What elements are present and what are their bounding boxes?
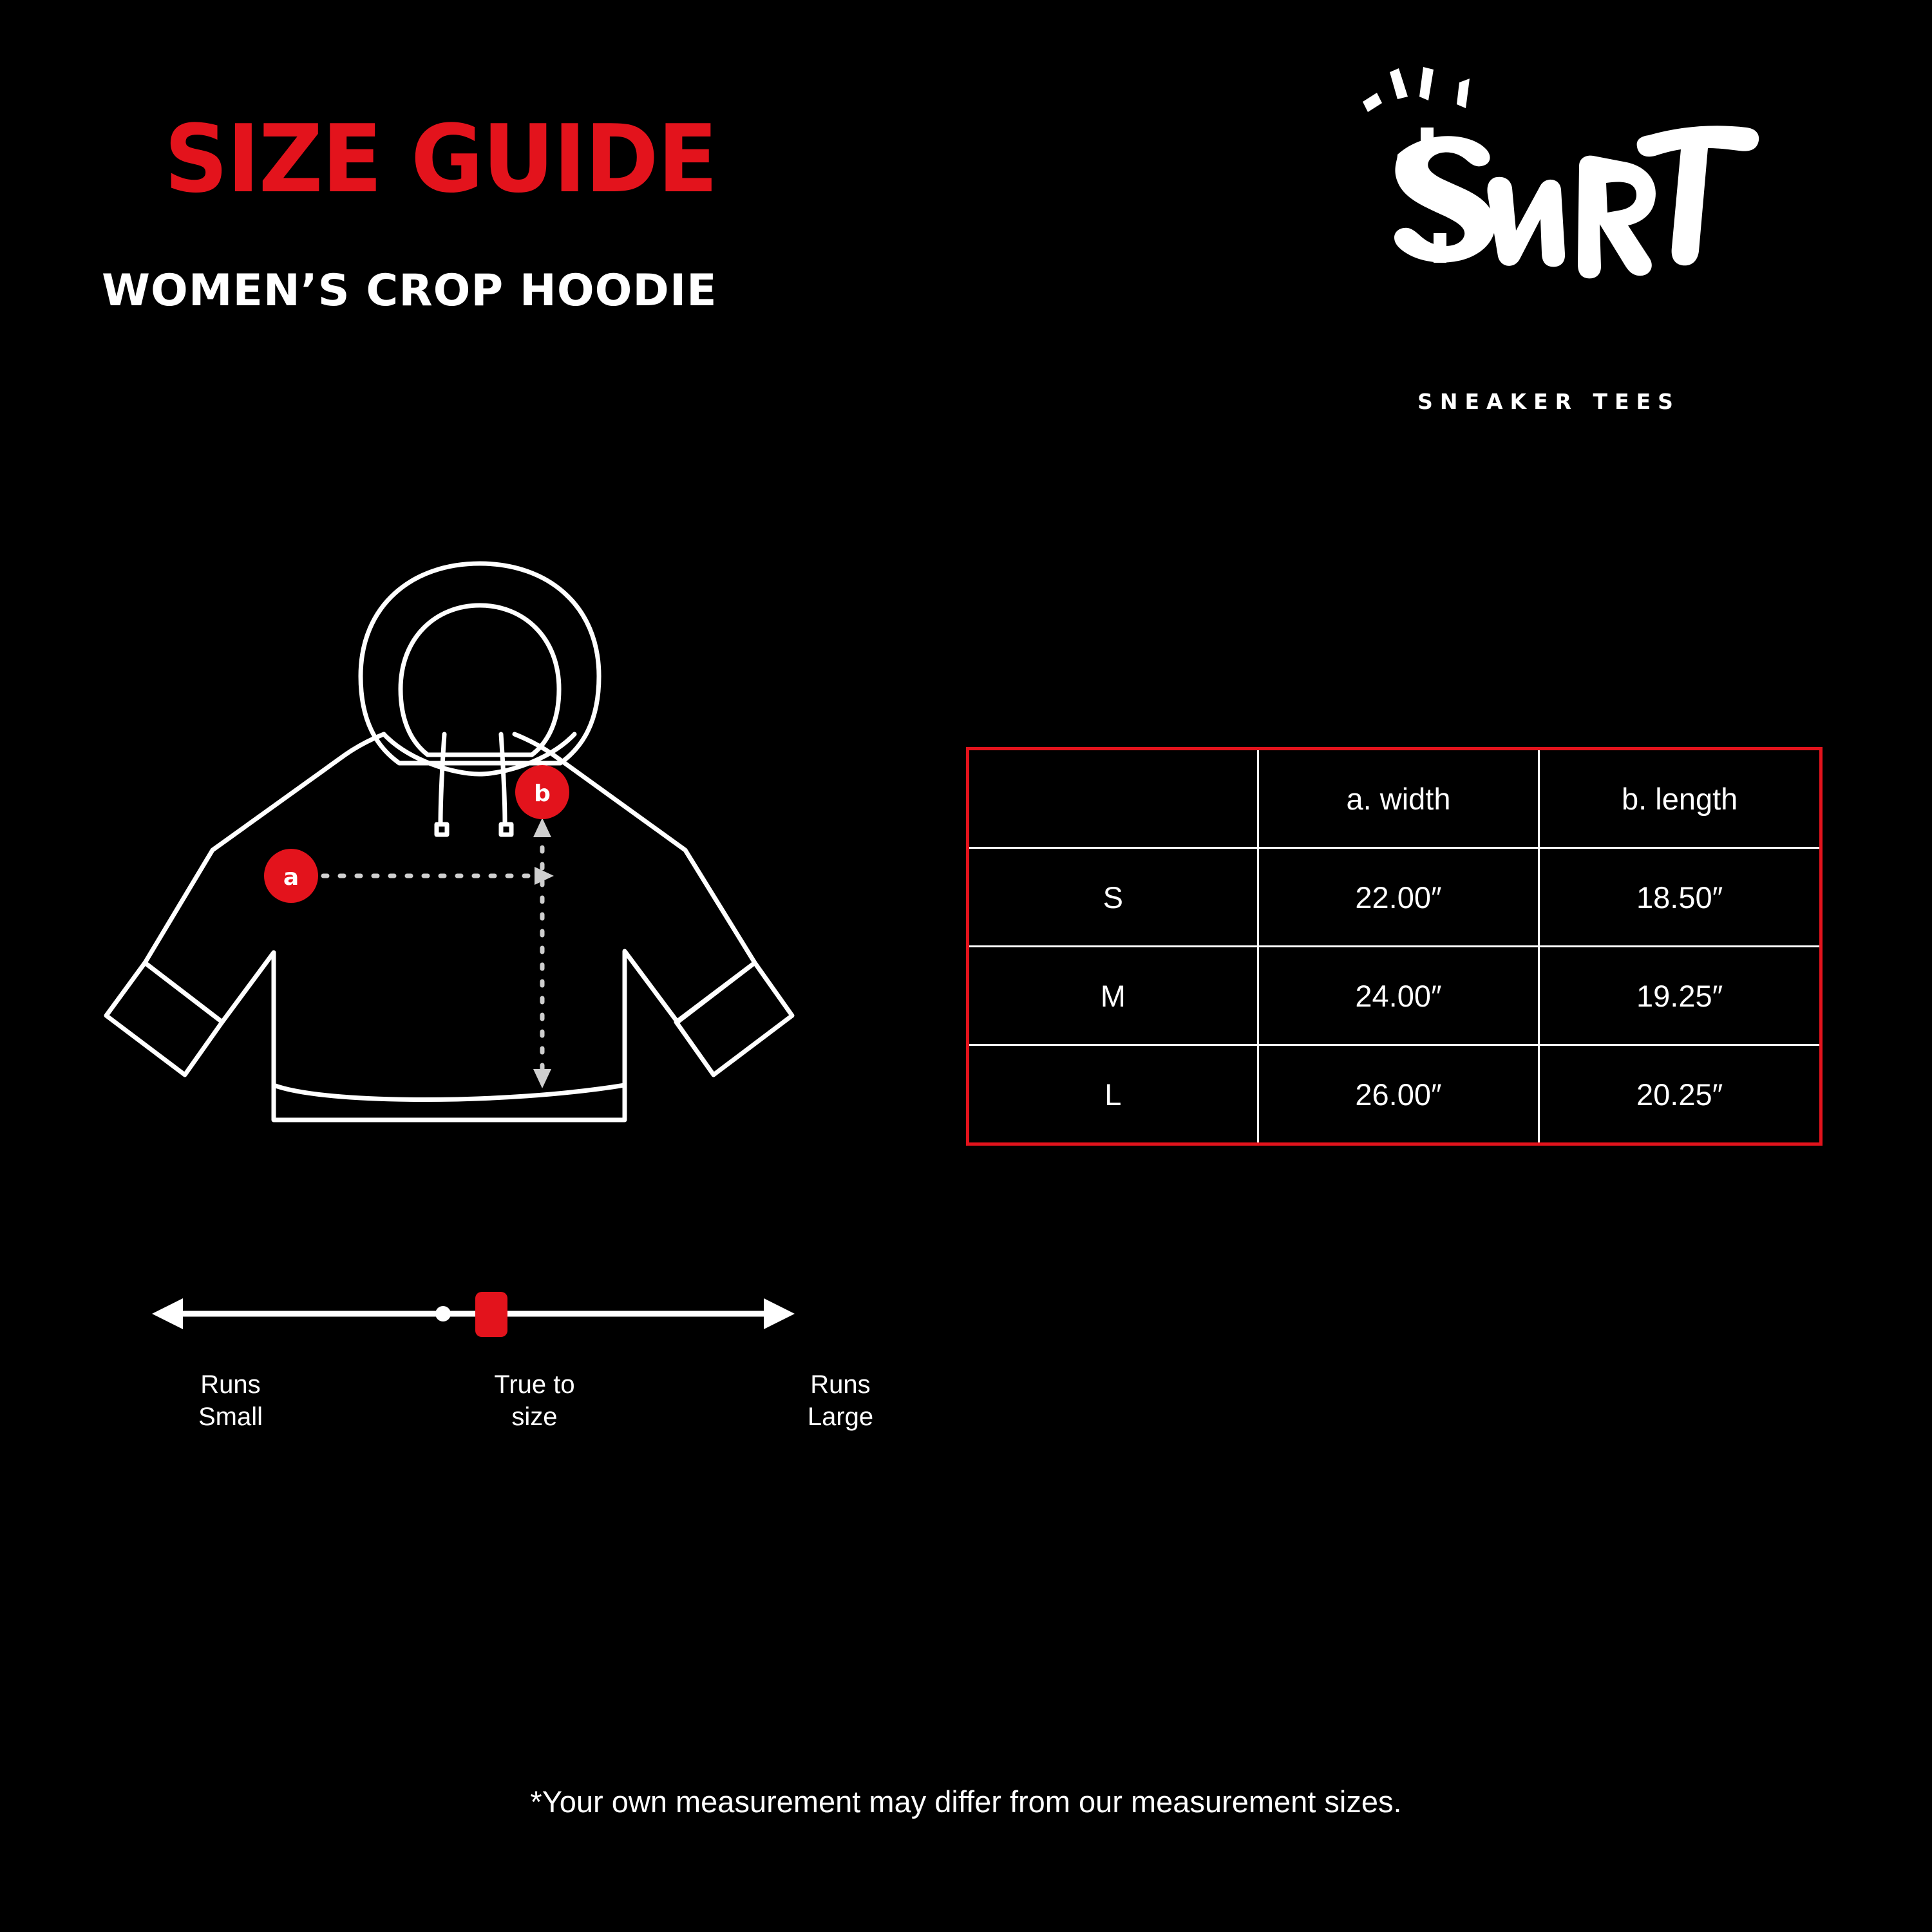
footnote-text: *Your own measurement may differ from our measurement sizes. (530, 1785, 1402, 1819)
table-row (968, 848, 1821, 947)
brand-tagline: SNEAKER TEES (1417, 389, 1680, 414)
fit-label-runs-small (153, 1368, 308, 1433)
table-header-length: b. length (1539, 749, 1821, 848)
table-cell-size: M (968, 947, 1258, 1045)
fit-scale-labels (129, 1368, 874, 1452)
hood-inner-outline (401, 605, 559, 755)
table-header-width: a. width (1258, 749, 1539, 848)
hem-line (274, 1085, 625, 1100)
left-cuff (106, 963, 222, 1075)
fit-label-runs-small-line2: Small (198, 1403, 263, 1431)
table-cell-width: 26.00″ (1258, 1045, 1539, 1144)
fit-arrow-right-icon (764, 1298, 795, 1329)
table-cell-width: 22.00″ (1258, 848, 1539, 947)
page-subtitle: WOMEN’S CROP HOODIE (102, 265, 717, 316)
drawstring-left (440, 734, 444, 824)
body-outline (145, 734, 755, 1120)
table-cell-width: 24.00″ (1258, 947, 1539, 1045)
table-cell-size: S (968, 848, 1258, 947)
page-title: SIZE GUIDE (164, 105, 717, 214)
fit-label-runs-large-line2: Large (807, 1403, 874, 1431)
fit-label-runs-large (763, 1368, 918, 1433)
table-cell-length: 20.25″ (1539, 1045, 1821, 1144)
fit-scale (148, 1275, 799, 1352)
marker-b-label: b (534, 781, 551, 807)
fit-label-true-line2: size (511, 1403, 558, 1431)
right-cuff (676, 963, 792, 1075)
fit-label-true-line1: True to (494, 1370, 575, 1399)
snrt-logo-icon (1301, 58, 1790, 367)
marker-a-label: a (283, 864, 299, 891)
drawstring-tip-right (501, 824, 511, 835)
fit-label-runs-small-line1: Runs (200, 1370, 261, 1399)
table-corner-cell (968, 749, 1258, 848)
fit-arrow-left-icon (152, 1298, 183, 1329)
drawstring-tip-left (437, 824, 447, 835)
table-cell-size: L (968, 1045, 1258, 1144)
table-cell-length: 18.50″ (1539, 848, 1821, 947)
length-arrow-bottom (533, 1069, 551, 1088)
fit-label-runs-large-line1: Runs (810, 1370, 871, 1399)
garment-illustration (84, 541, 811, 1146)
length-arrow-top (533, 818, 551, 837)
size-table (966, 747, 1823, 1146)
table-row (968, 1045, 1821, 1144)
fit-label-true-to-size (457, 1368, 612, 1433)
drawstring-right (501, 734, 505, 824)
hood-outline (361, 564, 599, 763)
table-cell-length: 19.25″ (1539, 947, 1821, 1045)
fit-scale-marker[interactable] (475, 1292, 507, 1337)
brand-logo (1301, 58, 1790, 367)
table-header-row (968, 749, 1821, 848)
table-row (968, 947, 1821, 1045)
fit-scale-midpoint (435, 1306, 451, 1321)
